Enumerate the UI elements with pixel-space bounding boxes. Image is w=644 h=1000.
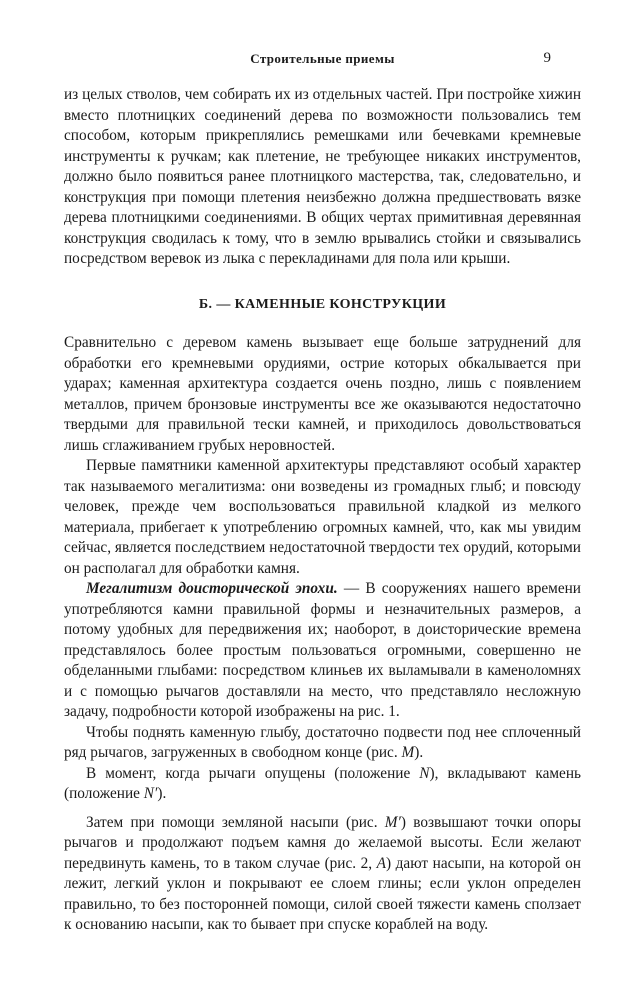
figure-label: N′ [143,785,158,802]
section-heading: Б. — КАМЕННЫЕ КОНСТРУКЦИИ [198,296,447,312]
page-body [64,85,581,936]
figure-label: M [401,744,415,761]
paragraph: Сравнительно с деревом камень вызывает еще больше затруднений для обработки его кремневыми орудиями, острие которых обкалывается при ударах; каменная архитектура создается очень поздно, лишь с появлением металлов, причем бронзовые инструменты все же оказываются недостаточно твердыми для правильной тески камней, и приходилось довольствоваться лишь сглаживанием грубых неровностей. [64,334,581,454]
paragraph-lead-in: Мегалитизм доисторической эпохи. [86,580,338,597]
figure-label: A [376,854,386,872]
paragraph: Затем при помощи земляной насыпи (рис. M′) возвышают точки опоры рычагов и продолжают подъем камня до желаемой высоты. Если желают передвинуть камень, то в таком случае (рис. 2, A) дают насыпи, на которой он лежит, легкий уклон и покрывают ее слоем глины; если уклон определен правильно, то без посторонней помощи, силой своей тяжести камень сползает к основанию насыпи, как то бывает при спуске кораблей на воду. [64,813,581,933]
paragraph: Мегалитизм доисторической эпохи. — В сооружениях нашего времени употребляются камни правильной формы и незначительных размеров, а потому удобных для передвижения их; наоборот, в доисторические времена представлялось более простым пользоваться огромными, совершенно не обделанными глыбами: посредством клиньев их выламывали в каменоломнях и с помощью рычагов доставляли на место, что представляло несложную задачу, подробности которой изображены на рис. 1. [64,580,581,720]
paragraph: из целых стволов, чем собирать их из отдельных частей. При постройке хижин вместо плотницких соединений дерева по возможности пользовались тем способом, которым прикреплялись ремешками или бечевками кремневые инструменты к ручкам; как плетение, не требующее никаких инструментов, должно было появиться ранее плотницкого мастерства, так, следовательно, и конструкция при помощи плетения неизбежно должна предшествовать вязке дерева плотницкими соединениями. В общих чертах примитивная деревянная конструкция сводилась к тому, что в землю врывались стойки и связывались посредством веревок из лыка с перекладинами для пола или крыши. [64,86,581,267]
page-number: 9 [543,50,551,66]
running-title: Строительные приемы [250,51,395,66]
paragraph: Первые памятники каменной архитектуры представляют особый характер так называемого мегалитизма: они возведены из громадных глыб; и повсюду человек, прежде чем воспользоваться правильной кладкой из мелкого материала, прибегает к употреблению огромных камней, что, как мы увидим сейчас, является последствием недостаточной твердости тех орудий, которыми он располагал для обработки камня. [64,457,581,577]
figure-label: M′ [384,813,401,831]
paragraph: Чтобы поднять каменную глыбу, достаточно подвести под нее сплоченный ряд рычагов, загруженных в свободном конце (рис. M). [64,723,581,761]
running-header [64,50,581,68]
figure-label: N [419,764,430,782]
paragraph: В момент, когда рычаги опущены (положение N), вкладывают камень (положение N′). [64,764,581,802]
